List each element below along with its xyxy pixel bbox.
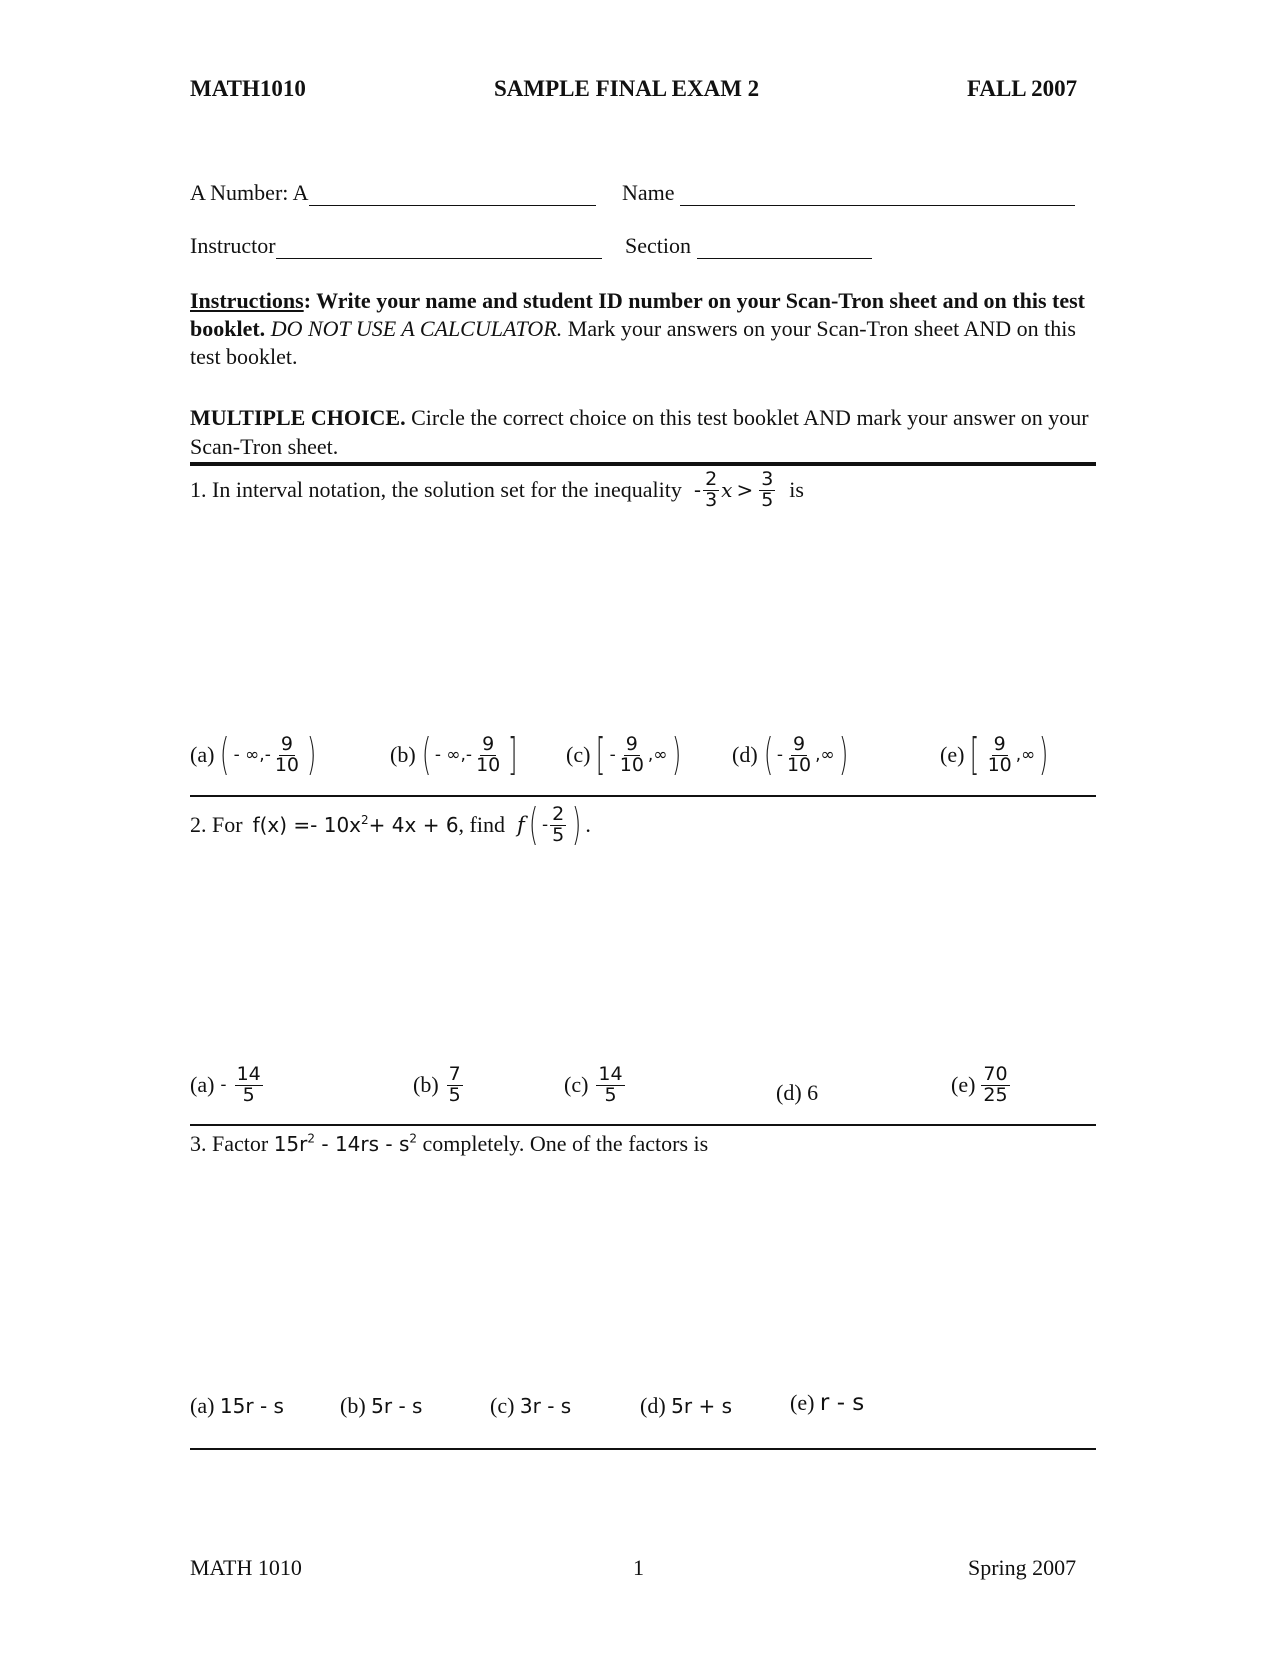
q2-arg-minus: - [541, 815, 549, 835]
q1-fraction-1 [703, 470, 719, 511]
q2-option-b[interactable] [413, 1065, 465, 1106]
q1-c-fraction [618, 732, 646, 776]
q1-option-b[interactable] [390, 729, 521, 780]
q1-option-a[interactable] [190, 729, 320, 780]
q3-e-value: r - s [819, 1390, 865, 1416]
q3-b-label: (b) [340, 1393, 366, 1418]
right-paren: ) [1039, 729, 1049, 780]
q1-e-infinity: ,∞ [1015, 745, 1036, 765]
q2-c-label: (c) [564, 1072, 589, 1098]
section-label: Section [625, 233, 691, 258]
right-paren: ) [306, 729, 317, 780]
left-paren: ( [763, 729, 773, 780]
instructions-italic-text: DO NOT USE A CALCULATOR. [265, 316, 563, 341]
a-number-line[interactable] [309, 185, 596, 206]
q1-c-num: 9 [625, 732, 638, 755]
instructions-colon: : [303, 288, 312, 313]
q2-option-e[interactable] [951, 1065, 1012, 1106]
q2-option-c[interactable] [564, 1065, 627, 1106]
q2-arg-den: 5 [552, 823, 565, 846]
q2-option-a[interactable] [190, 1065, 265, 1106]
a-number-label: A Number: A [190, 180, 309, 205]
q1-c-den: 10 [619, 753, 644, 776]
q2-function-rest: + 4x + 6 [368, 813, 459, 837]
exam-title: SAMPLE FINAL EXAM 2 [494, 76, 760, 101]
q2-a-den: 5 [242, 1083, 255, 1106]
multiple-choice-heading: MULTIPLE CHOICE. [190, 405, 406, 430]
left-paren: ( [220, 729, 230, 780]
instructions-paragraph [190, 287, 1090, 371]
q2-function: f(x) =- 10x [252, 813, 362, 837]
q1-frac1-den: 3 [705, 488, 718, 511]
q2-period: . [585, 812, 591, 837]
q1-e-num: 9 [993, 732, 1006, 755]
q2-f: f [517, 813, 525, 837]
q3-c-label: (c) [490, 1393, 515, 1418]
q1-d-den: 10 [786, 753, 812, 776]
section-divider-thick [190, 462, 1096, 466]
name-field [622, 180, 1075, 206]
left-paren: ( [528, 799, 539, 850]
multiple-choice-paragraph [190, 403, 1090, 461]
q1-prompt: 1. In interval notation, the solution set for the inequality [190, 477, 682, 503]
q1-a-den: 10 [274, 753, 300, 776]
q3-a-label: (a) [190, 1393, 215, 1418]
q1-d-infinity: ,∞ [815, 745, 835, 765]
instructions-bold-text: Write your name and student ID number on your Scan-Tron sheet and on this test booklet. [190, 288, 1086, 341]
question-divider [190, 1448, 1096, 1450]
q1-option-d[interactable] [732, 729, 852, 780]
q2-a-fraction [235, 1065, 263, 1106]
footer-course: MATH 1010 [190, 1555, 302, 1580]
q1-c-minus: - [609, 745, 616, 765]
q2-e-den: 25 [983, 1083, 1008, 1106]
q1-d-num: 9 [793, 732, 806, 755]
q2-c-fraction [596, 1065, 624, 1106]
left-bracket: [ [970, 729, 980, 780]
q2-find: , find [458, 812, 505, 837]
q2-exponent: 2 [361, 813, 369, 827]
q1-frac2-den: 5 [761, 488, 774, 511]
question-divider [190, 795, 1096, 797]
q2-b-label: (b) [413, 1072, 439, 1098]
q3-a-value: 15r - s [219, 1394, 284, 1418]
q3-d-label: (d) [640, 1393, 666, 1418]
q3-d-value: 5r + s [671, 1394, 732, 1418]
q2-arg-fraction [550, 802, 566, 846]
q3-prompt-end: completely. One of the factors is [417, 1131, 709, 1156]
instructor-label: Instructor [190, 233, 276, 258]
name-label: Name [622, 180, 675, 205]
q1-suffix: is [789, 477, 804, 503]
page-number: 1 [633, 1555, 644, 1580]
q1-e-den: 10 [987, 753, 1012, 776]
question-1 [190, 470, 804, 511]
question-2 [190, 799, 591, 850]
right-paren: ) [671, 729, 681, 780]
q1-gt: > [736, 478, 754, 503]
left-bracket: [ [596, 729, 606, 780]
q1-a-num: 9 [280, 732, 293, 755]
q2-a-label: (a) [190, 1072, 215, 1098]
q2-e-label: (e) [951, 1072, 976, 1098]
q1-frac1-num: 2 [705, 468, 718, 490]
q2-a-minus: - [220, 1075, 227, 1096]
q1-frac2-num: 3 [761, 468, 774, 490]
q1-a-label: (a) [190, 742, 215, 767]
q2-a-num: 14 [236, 1063, 261, 1085]
q3-exponent-1: 2 [307, 1131, 316, 1146]
multiple-choice-text: Circle the correct choice on this test booklet AND mark your answer on your Scan-Tron sheet. [190, 405, 1089, 459]
instructions-heading: Instructions [190, 288, 304, 313]
q3-e-label: (e) [790, 1390, 815, 1415]
q1-d-label: (d) [732, 742, 758, 767]
a-number-field [190, 180, 596, 206]
q1-c-infinity: ,∞ [647, 745, 668, 765]
q1-b-fraction [474, 732, 502, 776]
section-field [625, 233, 872, 259]
q1-e-label: (e) [940, 742, 965, 767]
q1-b-label: (b) [390, 742, 416, 767]
exam-term: FALL 2007 [967, 76, 1078, 101]
q3-expr-term1: 15r [273, 1132, 308, 1156]
right-bracket: ] [508, 729, 518, 780]
name-line[interactable] [680, 185, 1075, 206]
q3-option-b[interactable] [340, 1393, 422, 1419]
q1-d-minus: - [776, 745, 783, 765]
q2-e-num: 70 [983, 1063, 1008, 1085]
section-line[interactable] [697, 238, 872, 259]
q2-prompt-start: 2. For [190, 812, 243, 837]
q2-d-label: (d) 6 [776, 1080, 819, 1105]
q1-c-label: (c) [566, 742, 591, 767]
q3-expr-terms: - 14rs - s [315, 1132, 410, 1156]
q1-option-e[interactable] [940, 729, 1053, 780]
q2-c-den: 5 [604, 1083, 617, 1106]
q1-b-num: 9 [482, 732, 495, 755]
q1-b-den: 10 [476, 753, 501, 776]
q1-a-interval-start: - ∞,- [233, 745, 271, 765]
q3-exponent-2: 2 [409, 1131, 418, 1146]
right-paren: ) [838, 729, 849, 780]
q1-var: x [721, 478, 733, 503]
q3-option-c[interactable] [490, 1393, 571, 1419]
question-divider [190, 1124, 1096, 1126]
left-paren: ( [421, 729, 431, 780]
q2-b-den: 5 [448, 1083, 461, 1106]
q2-b-num: 7 [448, 1063, 461, 1085]
q3-option-e[interactable] [790, 1390, 864, 1416]
q1-fraction-2 [759, 470, 775, 511]
q1-option-c[interactable] [566, 729, 685, 780]
question-3 [190, 1131, 708, 1157]
q3-option-a[interactable] [190, 1393, 284, 1419]
course-code: MATH1010 [190, 76, 306, 101]
q3-prompt-start: 3. Factor [190, 1131, 269, 1156]
q1-a-fraction [273, 732, 301, 776]
q2-b-fraction [447, 1065, 463, 1106]
instructions-plain-text: Mark your answers on your Scan-Tron sheet AND on this test booklet. [190, 316, 1076, 369]
footer-term: Spring 2007 [968, 1555, 1077, 1580]
instructor-line[interactable] [276, 238, 602, 259]
q1-d-fraction [785, 732, 813, 776]
q2-option-d[interactable] [776, 1080, 818, 1106]
q3-c-value: 3r - s [519, 1394, 572, 1418]
instructor-field [190, 233, 602, 259]
q1-e-fraction [986, 732, 1014, 776]
q1-minus: - [693, 478, 702, 503]
right-paren: ) [572, 799, 582, 850]
q3-b-value: 5r - s [371, 1394, 423, 1418]
q2-c-num: 14 [598, 1063, 623, 1085]
q1-b-interval-start: - ∞,- [434, 745, 473, 765]
q2-e-fraction [981, 1065, 1009, 1106]
q2-arg-num: 2 [552, 802, 565, 825]
q3-option-d[interactable] [640, 1393, 732, 1419]
